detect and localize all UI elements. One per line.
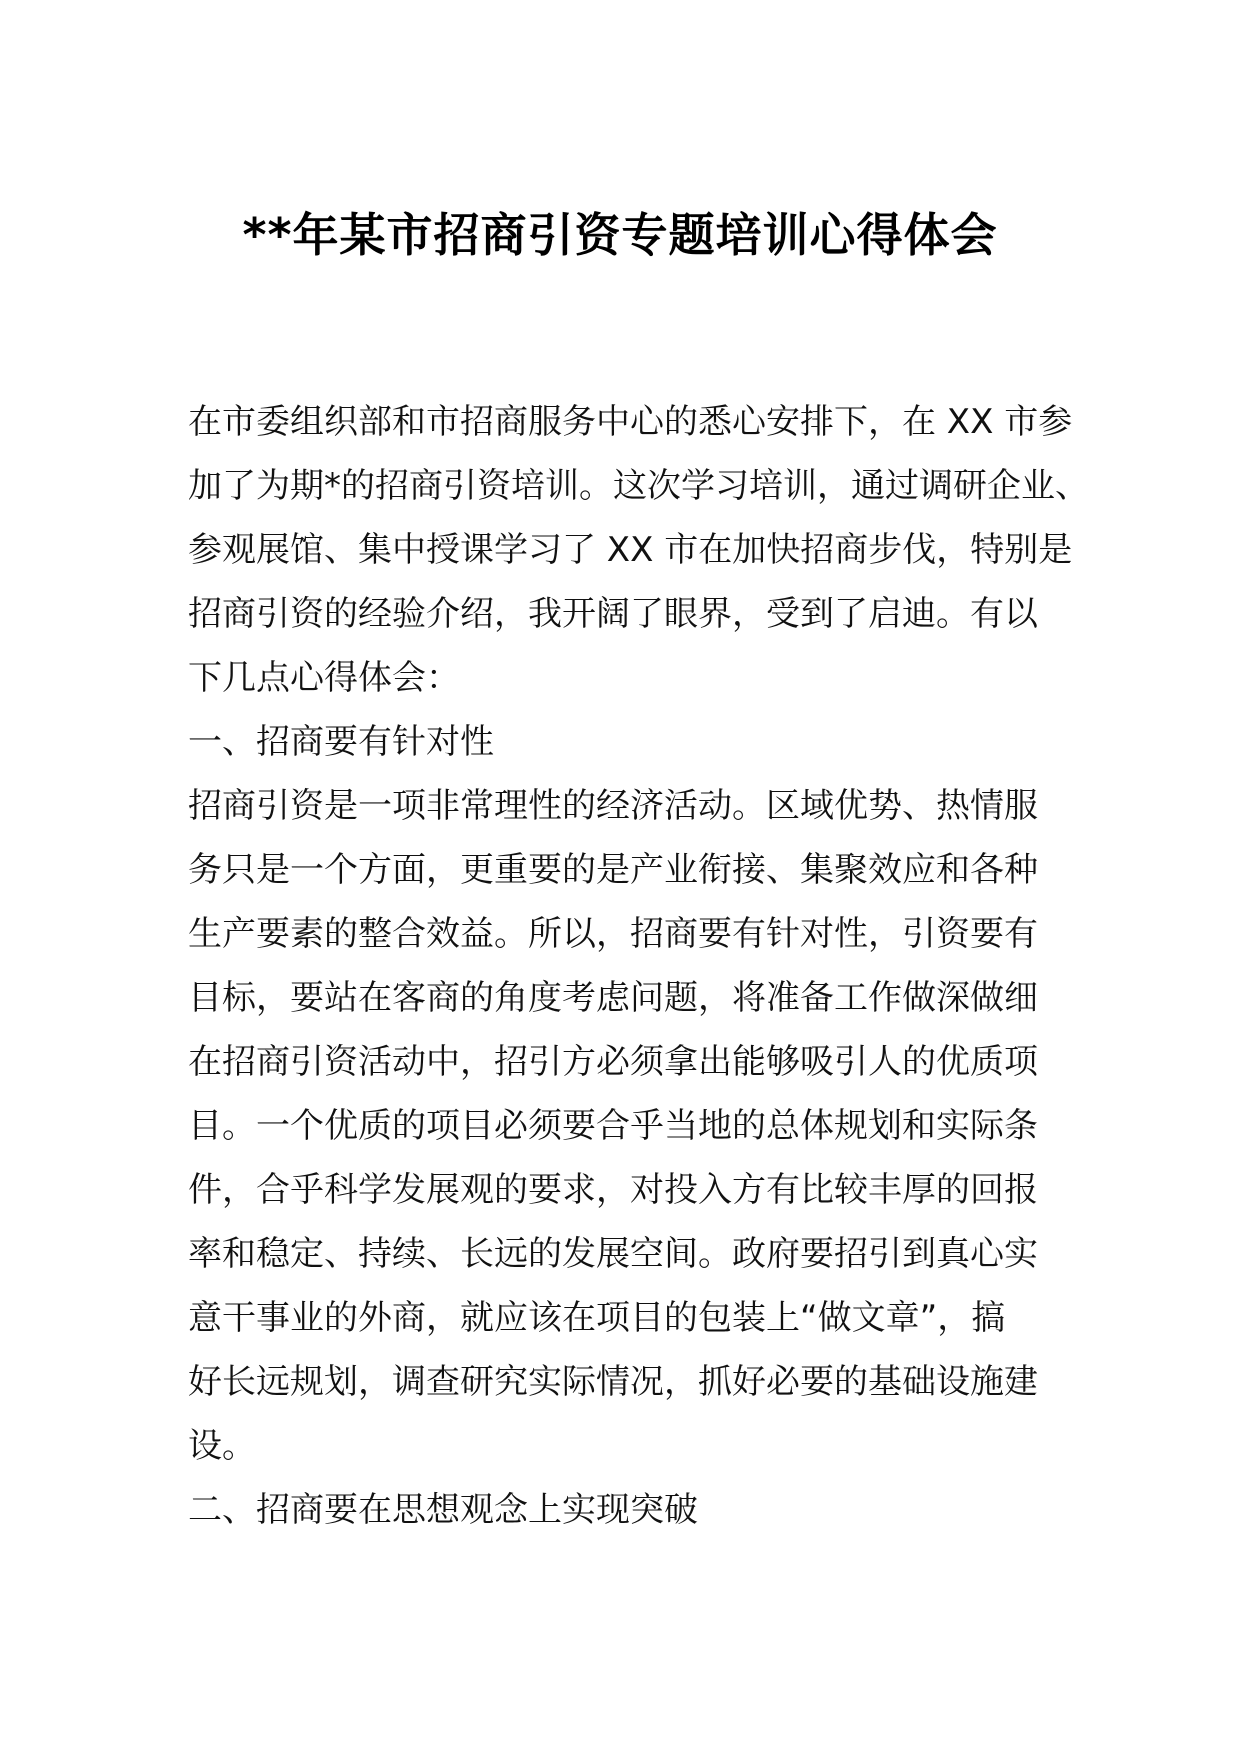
paragraph-line: 目标，要站在客商的角度考虑问题，将准备工作做深做细 — [188, 978, 1038, 1018]
document-title: **年某市招商引资专题培训心得体会 — [242, 208, 998, 262]
paragraph-line: 在招商引资活动中，招引方必须拿出能够吸引人的优质项 — [188, 1042, 1038, 1082]
paragraph-line: 好长远规划，调查研究实际情况，抓好必要的基础设施建 — [188, 1362, 1038, 1402]
paragraph-line: 意干事业的外商，就应该在项目的包装上“做文章”，搞 — [188, 1298, 1006, 1338]
paragraph-line: 率和稳定、持续、长远的发展空间。政府要招引到真心实 — [188, 1234, 1038, 1274]
section-heading: 一、招商要有针对性 — [188, 722, 494, 762]
paragraph-line: 下几点心得体会： — [188, 658, 460, 698]
document-body — [188, 390, 1089, 1542]
paragraph-line: 招商引资是一项非常理性的经济活动。区域优势、热情服 — [188, 786, 1038, 826]
paragraph-line: 招商引资的经验介绍，我开阔了眼界，受到了启迪。有以 — [188, 594, 1038, 634]
paragraph-line: 在市委组织部和市招商服务中心的悉心安排下，在 XX 市参 — [188, 402, 1073, 442]
paragraph-line: 参观展馆、集中授课学习了 XX 市在加快招商步伐，特别是 — [188, 530, 1073, 570]
paragraph-line: 件，合乎科学发展观的要求，对投入方有比较丰厚的回报 — [188, 1170, 1038, 1210]
section-heading: 二、招商要在思想观念上实现突破 — [188, 1490, 698, 1530]
paragraph-line: 务只是一个方面，更重要的是产业衔接、集聚效应和各种 — [188, 850, 1038, 890]
paragraph-line: 生产要素的整合效益。所以，招商要有针对性，引资要有 — [188, 914, 1038, 954]
paragraph-line: 加了为期*的招商引资培训。这次学习培训，通过调研企业、 — [188, 466, 1089, 506]
paragraph-line: 目。一个优质的项目必须要合乎当地的总体规划和实际条 — [188, 1106, 1038, 1146]
paragraph-line: 设。 — [188, 1426, 256, 1466]
